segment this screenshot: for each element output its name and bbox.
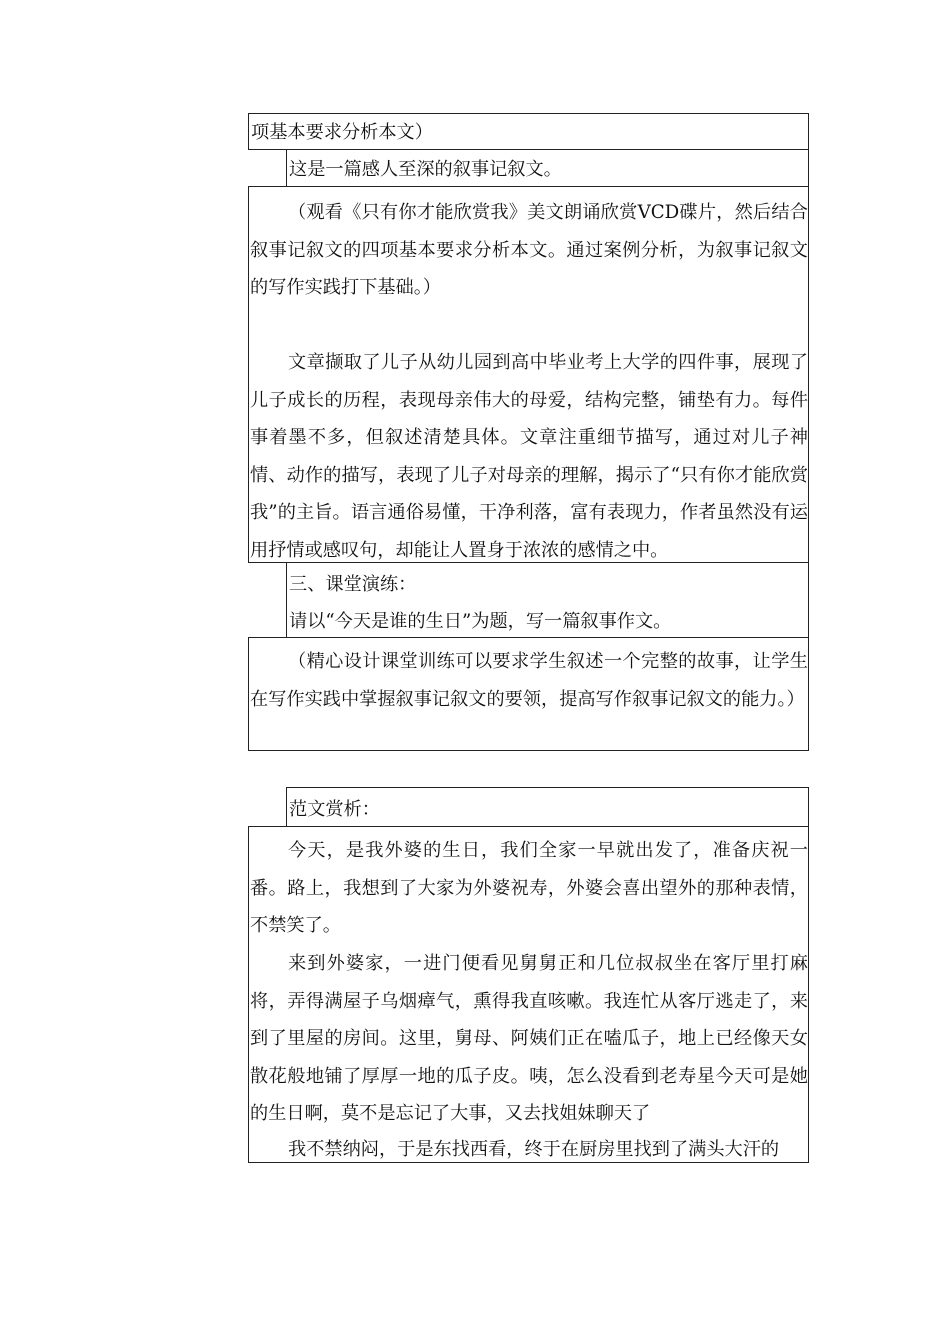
row-6-cell [286, 787, 809, 827]
training-note: （精心设计课堂训练可以要求学生叙述一个完整的故事，让学生在写作实践中掌握叙事记叙文的要领，提高写作叙事记叙文的能力。） [250, 651, 808, 710]
text-analysis: 文章撷取了儿子从幼儿园到高中毕业考上大学的四件事，展现了儿子成长的历程，表现母亲伟大的母爱，结构完整，铺垫有力。每件事着墨不多，但叙述清楚具体。文章注重细节描写，通过对儿子神情、动作的描写，表现了儿子对母亲的理解，揭示了“只有你才能欣赏我”的主旨。语言通俗易懂，干净利落，富有表现力，作者虽然没有运用抒情或感叹句，却能让人置身于浓浓的感情之中。 [250, 352, 808, 561]
teaching-note: （观看《只有你才能欣赏我》美文朗诵欣赏VCD碟片，然后结合叙事记叙文的四项基本要求分析本文。通过案例分析，为叙事记叙文的写作实践打下基础。） [250, 202, 808, 298]
row-5-cell [248, 637, 809, 751]
row-1-text: 项基本要求分析本文） [251, 122, 433, 143]
row-7-cell [248, 826, 809, 1163]
essay-paragraph-2: 来到外婆家，一进门便看见舅舅正和几位叔叔坐在客厅里打麻将，弄得满屋子乌烟瘴气，熏得我直咳嗽。我连忙从客厅逃走了，来到了里屋的房间。这里，舅母、阿姨们正在嗑瓜子，地上已经像天女散花般地铺了厚厚一地的瓜子皮。咦，怎么没看到老寿星今天可是她的生日啊，莫不是忘记了大事，又去找姐妹聊天了 [250, 953, 808, 1124]
row-3-cell [248, 186, 809, 563]
row-2-cell [286, 149, 809, 187]
row-1-cell [248, 113, 809, 150]
writing-task: 请以“今天是谁的生日”为题，写一篇叙事作文。 [289, 611, 672, 632]
section-heading: 三、课堂演练： [289, 574, 417, 595]
row-2-text: 这是一篇感人至深的叙事记叙文。 [289, 159, 562, 180]
row-4-cell [286, 562, 809, 638]
model-essay-heading: 范文赏析： [289, 799, 380, 820]
essay-paragraph-3: 我不禁纳闷，于是东找西看，终于在厨房里找到了满头大汗的 [288, 1139, 780, 1160]
essay-paragraph-1: 今天，是我外婆的生日，我们全家一早就出发了，准备庆祝一番。路上，我想到了大家为外婆祝寿，外婆会喜出望外的那种表情，不禁笑了。 [250, 840, 808, 936]
